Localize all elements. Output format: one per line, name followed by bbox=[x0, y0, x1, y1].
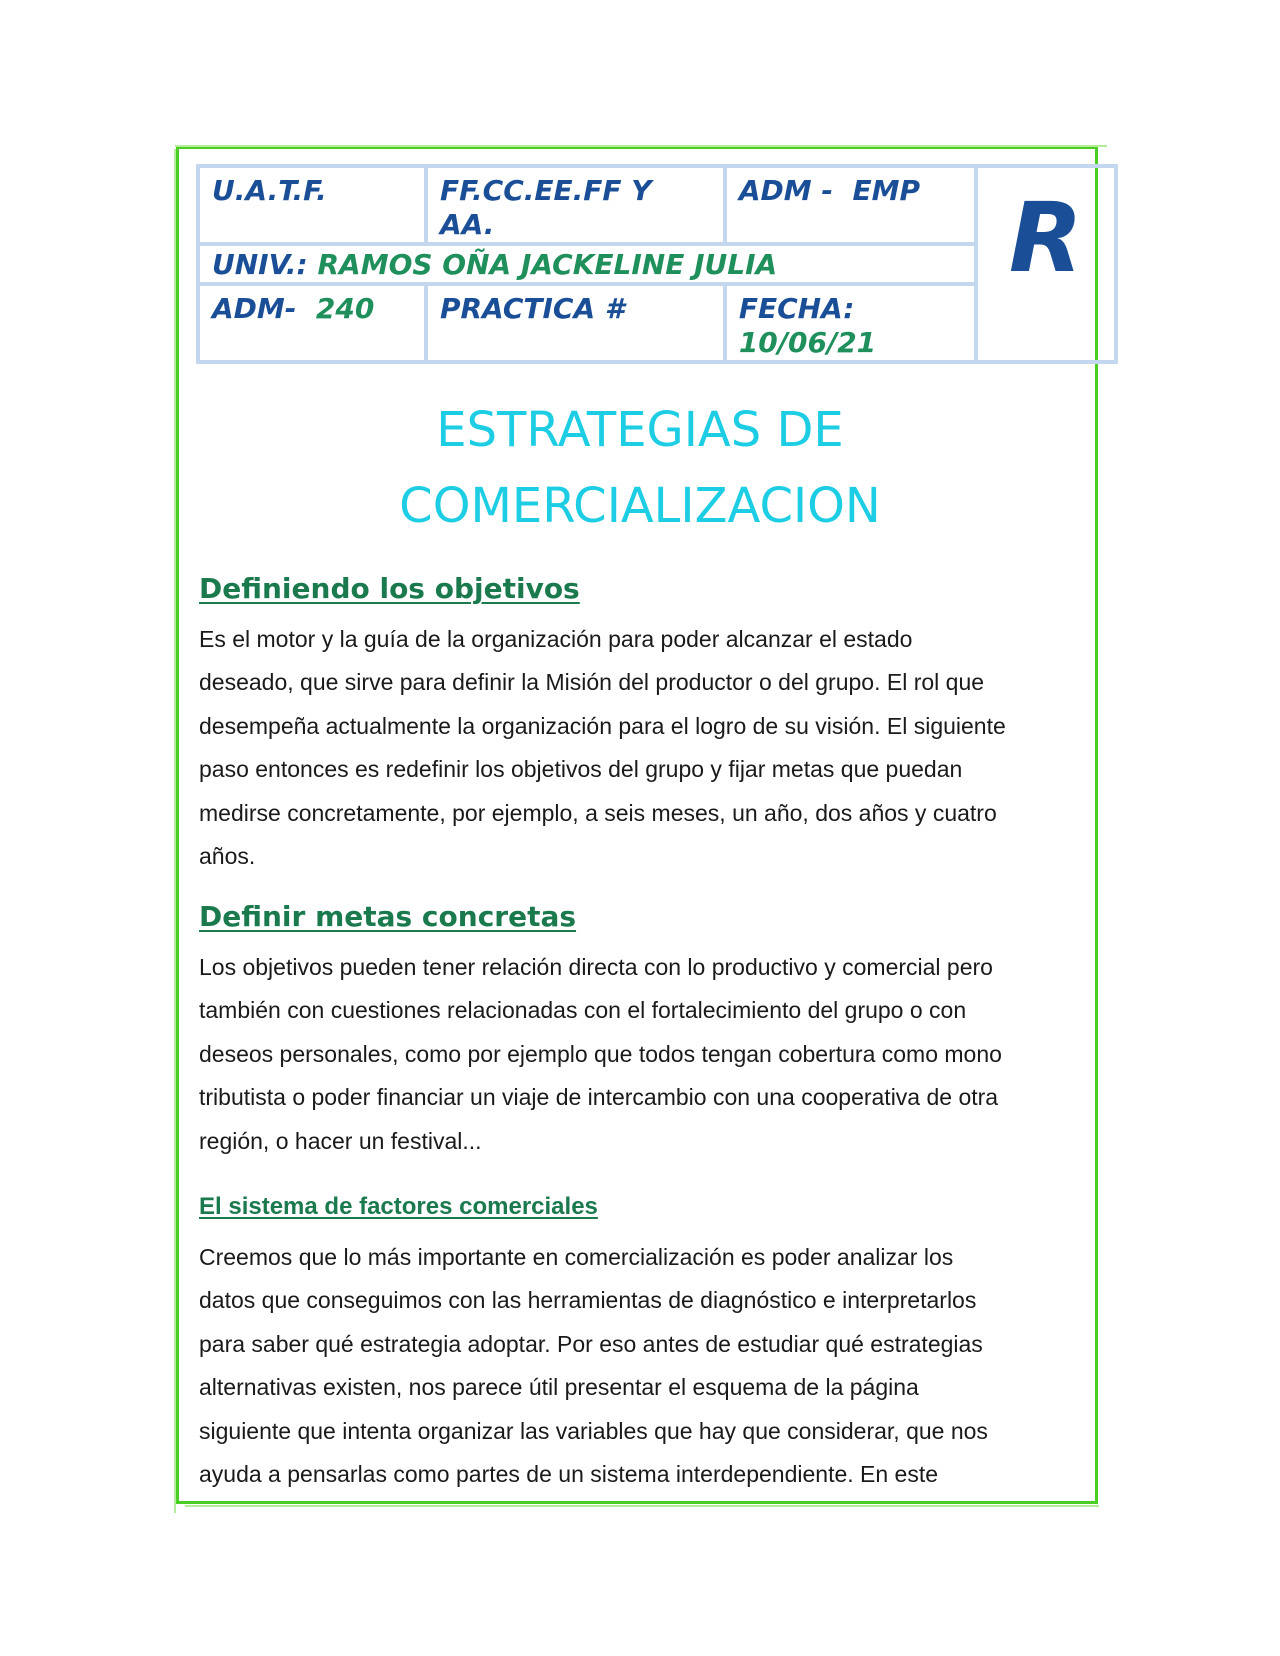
paragraph-line: tributista o poder financiar un viaje de intercambio con una cooperativa de otra bbox=[199, 1084, 999, 1111]
document-title-line2: COMERCIALIZACION bbox=[399, 478, 881, 534]
section-metas bbox=[199, 900, 1089, 1163]
paragraph-line: Los objetivos pueden tener relación directa con lo productivo y comercial pero bbox=[199, 954, 993, 980]
date-label: FECHA: bbox=[738, 292, 855, 325]
border-shadow-top bbox=[175, 145, 1107, 147]
section-heading: Definir metas concretas bbox=[199, 900, 577, 933]
paragraph-line: paso entonces es redefinir los objetivos del grupo y fijar metas que puedan bbox=[199, 756, 963, 783]
career-label: ADM - bbox=[738, 174, 833, 207]
career-cell bbox=[725, 166, 976, 244]
course-value: 240 bbox=[315, 292, 375, 325]
student-cell bbox=[198, 244, 976, 284]
practice-label: PRACTICA # bbox=[439, 292, 625, 325]
paragraph-line: años. bbox=[199, 843, 256, 870]
faculty-text-line2: AA. bbox=[439, 208, 495, 241]
paragraph-line: alternativas existen, nos parece útil presentar el esquema de la página bbox=[199, 1374, 919, 1401]
paragraph-line: Es el motor y la guía de la organización para poder alcanzar el estado bbox=[199, 626, 913, 652]
badge-letter: R bbox=[1008, 182, 1083, 294]
date-cell bbox=[725, 284, 976, 362]
section-paragraph bbox=[199, 946, 1089, 1163]
paragraph-line: también con cuestiones relacionadas con el fortalecimiento del grupo o con bbox=[199, 997, 967, 1024]
course-cell bbox=[198, 284, 426, 362]
faculty-cell bbox=[426, 166, 725, 244]
paragraph-line: desempeña actualmente la organización para el logro de su visión. El siguiente bbox=[199, 712, 1006, 739]
paragraph-line: siguiente que intenta organizar las variables que hay que considerar, que nos bbox=[199, 1417, 988, 1444]
section-objetivos bbox=[199, 572, 1089, 878]
border-shadow-bottom bbox=[185, 1505, 1099, 1507]
practice-cell bbox=[426, 284, 725, 362]
student-name: RAMOS OÑA JACKELINE JULIA bbox=[317, 248, 778, 281]
document-title bbox=[196, 392, 1084, 544]
paragraph-line: Creemos que lo más importante en comercialización es poder analizar los bbox=[199, 1244, 954, 1270]
paragraph-line: medirse concretamente, por ejemplo, a seis meses, un año, dos años y cuatro bbox=[199, 799, 997, 826]
document-title-line1: ESTRATEGIAS DE bbox=[436, 402, 844, 458]
paragraph-line: deseos personales, como por ejemplo que todos tengan cobertura como mono bbox=[199, 1040, 1002, 1067]
section-paragraph bbox=[199, 618, 1089, 878]
section-heading: Definiendo los objetivos bbox=[199, 572, 580, 605]
badge-cell bbox=[976, 166, 1116, 362]
paragraph-line: ayuda a pensarlas como partes de un sistema interdependiente. En este bbox=[199, 1461, 939, 1488]
university-cell bbox=[198, 166, 426, 244]
paragraph-line: región, o hacer un festival... bbox=[199, 1127, 482, 1154]
paragraph-line: datos que conseguimos con las herramientas de diagnóstico e interpretarlos bbox=[199, 1287, 977, 1314]
student-label: UNIV.: bbox=[212, 248, 308, 281]
career-value: EMP bbox=[852, 174, 920, 207]
paragraph-line: para saber qué estrategia adoptar. Por eso antes de estudiar qué estrategias bbox=[199, 1330, 983, 1357]
course-label: ADM- bbox=[212, 292, 297, 325]
border-shadow-left bbox=[174, 149, 176, 1513]
university-text: U.A.T.F. bbox=[212, 174, 327, 207]
paragraph-line: deseado, que sirve para definir la Misión del productor o del grupo. El rol que bbox=[199, 669, 985, 696]
section-paragraph bbox=[199, 1236, 1089, 1496]
section-factores bbox=[199, 1192, 1089, 1496]
faculty-text-line1: FF.CC.EE.FF Y bbox=[439, 174, 652, 207]
date-value: 10/06/21 bbox=[738, 326, 877, 359]
header-table bbox=[196, 164, 1118, 364]
section-heading: El sistema de factores comerciales bbox=[199, 1193, 598, 1220]
